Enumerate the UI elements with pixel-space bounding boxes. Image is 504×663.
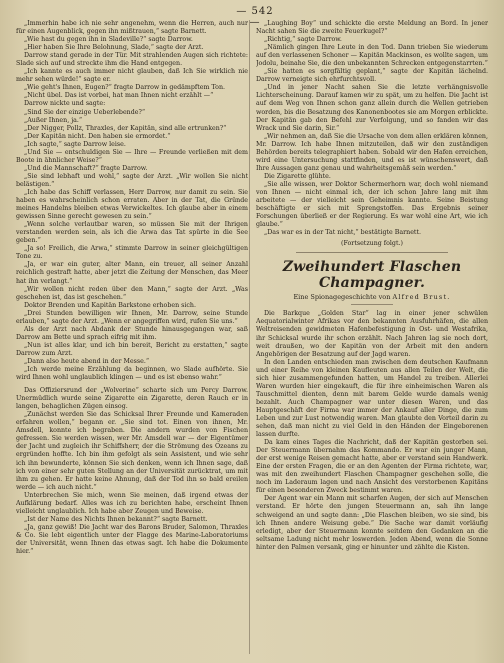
paragraph: „Der Kapitän nicht. Den haben sie ermordet.“: [24, 132, 171, 140]
left-column: [16, 20, 248, 654]
story-paragraph: Der Agent war ein Mann mit scharfen Augen, der sich auf Menschen verstand. Er hörte den jungen Steuermann an, sah ihn lange schweigend an und sagte dann: „Die Flaschen bleiben, wo sie sind, bis ich Ihnen andere Weisung gebe.“ Die Sache war damit vorläufig erledigt, aber der Steuermann konnte seitdem den Gedanken an die seltsame Ladung nicht mehr loswerden. Jeden Abend, wenn die Sonne hinter den Palmen versank, ging er hinunter und zählte die Kisten.: [256, 495, 488, 551]
paragraph: „Ich sagte,“ sagte Darrow leise.: [24, 140, 126, 148]
paragraph: Doktor Brenden und Kapitän Barkstone erhoben sich.: [24, 301, 196, 309]
paragraph: Darrow stand gerade in der Tür. Mit strahlenden Augen sich richtete: Slade sich auf und streckte ihm die Hand entgegen.: [16, 52, 248, 68]
paragraph: „Sie hatten es sorgfältig geplant,“ sagte der Kapitän lächelnd. Darrow verneigte sich ehrfurchtsvoll.: [256, 68, 488, 84]
story-paragraph: Die Barkque „Golden Star“ lag in einer jener schwülen Aequatorialwinter Afrikas vor den bekannten Ausfuhrhäfen, die allen Weltreisenden gewidmeten Hafenbefestigung in Ost- und Westafrika, ihr Schicksal wurde ihr schon erzählt. Nach Jahren lag sie noch dort, weit draußen, wo der Kapitän von der Arbeit mit den andern Angehörigen der Besatzung auf der Jagd waren.: [256, 310, 488, 358]
paragraph: „Der Nigger, Pollz, Thraxles, der Kapitän, sind alle ertrunken?“: [24, 124, 227, 132]
story-body: [256, 310, 488, 551]
page-number: — 542 —: [236, 6, 274, 28]
paragraph: „Außer Ihnen, ja.“: [24, 116, 83, 124]
paragraph: „Ja so! Freilich, die Arwa,“ stimmte Darrow in seiner gleichgültigen Tone zu.: [16, 245, 248, 261]
paragraph: „Und Sie — entschuldigen Sie — Ihre — Freunde verließen mit dem Boote in ähnlicher Weise?“: [16, 148, 248, 164]
paragraph: „Richtig,“ sagte Darrow.: [264, 36, 342, 44]
serial-story-text-continued: [16, 387, 248, 556]
paragraph: „Wir wollen nicht reden über den Mann,“ sagte der Arzt. „Was geschehen ist, das ist geschehen.“: [16, 285, 248, 301]
paragraph: „Zunächst werden Sie das Schicksal Ihrer Freunde und Kameraden erfahren wollen,“ begann er. „Sie sind tot. Einen von ihnen, Mr. Amsdell, konnte ich begraben. Die andern wurden von Fischen gefressen. Sie werden wissen, wer Mr. Amsdell war — der Eigentümer der Jacht und zugleich ihr Schiffsherr, der die Strömung des Ozeans zu ergründen hoffte. Ich bin ihm gefolgt als sein Assistent, und wie sehr ich ihn bewunderte, können Sie sich denken, wenn ich Ihnen sage, daß ich von einer sehr guten Stellung an der Universität zurücktrat, um mit ihm zu gehen. Er hatte keine Ahnung, daß der Tod ihn so bald ereilen werde — ich auch nicht.“: [16, 411, 248, 491]
paragraph: „Ja, er war ein guter, alter Mann, ein treuer, all seiner Anzahl reichlich gestraft hatte, aber jetzt die Zeitung der Menschen, das Meer hat ihn verlangt.“: [16, 261, 248, 285]
byline-prefix: Eine Spionagegeschichte von: [293, 293, 391, 302]
paragraph: „Drei Stunden bewilligen wir Ihnen, Mr. Darrow, seine Stunde erlauben,“ sagte der Arzt. „Wenn er angegriffen wird, rufen Sie uns.“: [16, 309, 248, 325]
paragraph: „Ich habe das Schiff verlassen, Herr Darrow, nur damit zu sein. Sie haben es wahrscheinlich schon erraten. Aber in der Tat, die Gründe meines Handelns bleiben etwas Verwickeltes. Ich glaube aber in einem gewissen Sinne gerecht gewesen zu sein.“: [16, 188, 248, 221]
paragraph: „Hier haben Sie Ihre Belohnung, Slade,“ sagte der Arzt.: [24, 44, 204, 52]
paragraph: Darrow nickte und sagte:: [24, 100, 106, 108]
paragraph: Unterbrechen Sie mich, wenn Sie meinen, daß irgend etwas der Aufklärung bedarf. Alles was ich zu berichten habe, erscheint Ihnen vielleicht unglaublich. Ich habe aber Zeugen und Beweise.: [16, 491, 248, 515]
story-paragraph: Da kam eines Tages die Nachricht, daß der Kapitän gestorben sei. Der Steuermann übernahm das Kommando. Er war ein junger Mann, der erst wenige Reisen gemacht hatte, aber er verstand sein Handwerk. Eine der ersten Fragen, die er an den Agenten der Firma richtete, war, was mit den zweihundert Flaschen Champagner geschehen solle, die noch im Laderaum lagen und nach Ansicht des verstorbenen Kapitäns für einen besonderen Zweck bestimmt waren.: [256, 439, 488, 495]
paragraph: Das Offiziersrund der „Wolverine“ scharte sich um Percy Darrow. Unermüdlich wurde seine Zigarette ein Zigarette, deren Rauch er in langen, behaglichen Zügen einsog.: [16, 387, 248, 411]
story-paragraph: In den Landen entschieden man zwischen dem deutschen Kaufmann und einer Reihe von kleinen Kaufleuten aus allen Teilen der Welt, die sich hier zusammengefunden hatten, um Handel zu treiben. Allerlei Waren wurden hier eingekauft, die für ihre einheimischen Waren als Tauschmittel dienten, denn mit barem Gelde wurde damals wenig bezahlt. Auch Champagner war unter diesen Waren, und das Hauptgeschäft der Firma war immer der Ankauf aller Dinge, die zum Leben und zur Lust notwendig waren. Man glaubte den Vorteil darin zu sehen, daß man nicht zu viel Geld in den Händen der Eingeborenen lassen durfte.: [256, 358, 488, 439]
paragraph: „Ist der Name des Nichts Ihnen bekannt?“ sagte Barnett.: [24, 515, 208, 523]
paragraph: „Ja, ganz gewiß! Die Jacht war des Barons Bruder, Salomon, Thraxles & Co. Sie lebt eigentlich unter der Flagge des Marine-Laboratoriums der Universität, wenn Ihnen das etwas sagt. Ich habe die Dokumente hier.“: [16, 523, 248, 556]
paragraph: „Ich werde meine Erzählung da beginnen, wo Slade aufhörte. Sie wird Ihnen wohl unglaublich klingen — und es ist ebenso wahr.“: [16, 366, 248, 382]
paragraph: „Wir nehmen an, daß Sie die Ursache von dem allen erklären können, Mr. Darrow. Ich habe Ihnen mitzuteilen, daß wir den zuständigen Behörden bereits telegraphiert haben. Sobald wir den Hafen erreichen, wird eine Untersuchung stattfinden, und es ist wünschenswert, daß Ihre Aussagen ganz genau und wahrheitsgemäß sein werden.“: [256, 132, 488, 172]
paragraph: „Sie alle wissen, wer Doktor Schermerhorn war, doch wohl niemand von Ihnen — nicht einmal ich, der ich schon Jahre lang mit ihm arbeitete — der vielleicht sein Geheimnis kannte. Seine Beistung beschäftigte er sich mit Sprengstoffen. Das Ergebnis seiner Forschungen überließ er der Regierung. Es war wohl eine Art, wie ich glaube.“: [256, 180, 488, 229]
paragraph: „Ich kannte es auch immer nicht glauben, daß Ich Sie wirklich nie mehr sehen würde!“ sagte er.: [16, 68, 248, 84]
paragraph: Die Zigarette glühte.: [264, 172, 331, 180]
byline-author: Alfred Brust.: [392, 293, 451, 302]
column-divider: [249, 20, 250, 654]
paragraph: „Laughing Boy“ und schickte die erste Meldung an Bord. In jener Nacht sahen Sie die zweite Feuerkugel?“: [256, 20, 488, 36]
paragraph: „Nämlich gingen Ihre Leute in den Tod. Dann trieben Sie wiederum auf den verlassenen Schoner — Kapitän Mackinson, es wollte sagen, um Jodolu, beinahe Sie, die den unbekannten Schrecken entgegenstarrten.“: [256, 44, 488, 68]
continuation-note: (Fortsetzung folgt.): [341, 240, 403, 248]
paragraph: „Sie sind lebhaft und wohl,“ sagte der Arzt. „Wir wollen Sie nicht belästigen.“: [16, 172, 248, 188]
paragraph: „Wenn solche verlautbar waren, so müssen Sie mit der Ihrigen verstanden werden sein, als ich die Arwa das Tat spürte in die See geben.“: [16, 221, 248, 245]
paragraph: „Nun ist alles klar, und ich bin bereit, Bericht zu erstatten,“ sagte Darrow zum Arzt.: [16, 341, 248, 357]
paragraph: „Wie hast du gegen ihn in Sladeville?“ sagte Darrow.: [24, 36, 193, 44]
story-byline: [256, 293, 488, 301]
paragraph: „Immerhin habe ich nie sehr angenehm, wenn die Herren, auch nur für einen Augenblick, gegen ihn mißtrauen,“ sagte Barnett.: [16, 20, 248, 36]
paragraph: „Nicht übel. Das ist vorbei, hat man Ihnen nicht erzählt —“: [24, 92, 214, 100]
paragraph: „Und die Mannschaft?“ fragte Darrow.: [24, 164, 148, 172]
byline-divider: [351, 304, 393, 305]
paragraph: „Wie geht's Ihnen, Eugen?“ fragte Darrow in gedämpftem Ton.: [24, 84, 226, 92]
paragraph: „Und in jener Nacht sahen Sie die letzte verhängnisvolle Lichterscheinung. Darauf kamen wir zu spät, um zu helfen. Die Jacht ist auf dem Weg von Ihnen schon ganz allein durch die Wellen getrieben worden, bis die Besatzung des Kanonenbootes sie am Morgen erblickte. Der Kapitän gab den Befehl zur Verfolgung, und so fanden wir das Wrack und Sie darin, Sir.“: [256, 84, 488, 132]
serial-story-text: [16, 20, 248, 382]
paragraph: „Sind Sie der einzige Ueberlebende?“: [24, 108, 146, 116]
paragraph: „Dann also heute abend in der Messe.“: [24, 357, 150, 365]
story-headline: Zweihundert Flaschen Champagner.: [282, 259, 462, 292]
right-column: [256, 20, 488, 654]
paragraph: „Das war es in der Tat nicht,“ bestätigte Barnett.: [264, 229, 421, 237]
section-divider: [296, 252, 448, 253]
serial-story-ending: [256, 20, 488, 237]
paragraph: Als der Arzt nach Abdank der Stunde hinausgegangen war, saß Darrow am Bette und sprach eifrig mit ihm.: [16, 325, 248, 341]
